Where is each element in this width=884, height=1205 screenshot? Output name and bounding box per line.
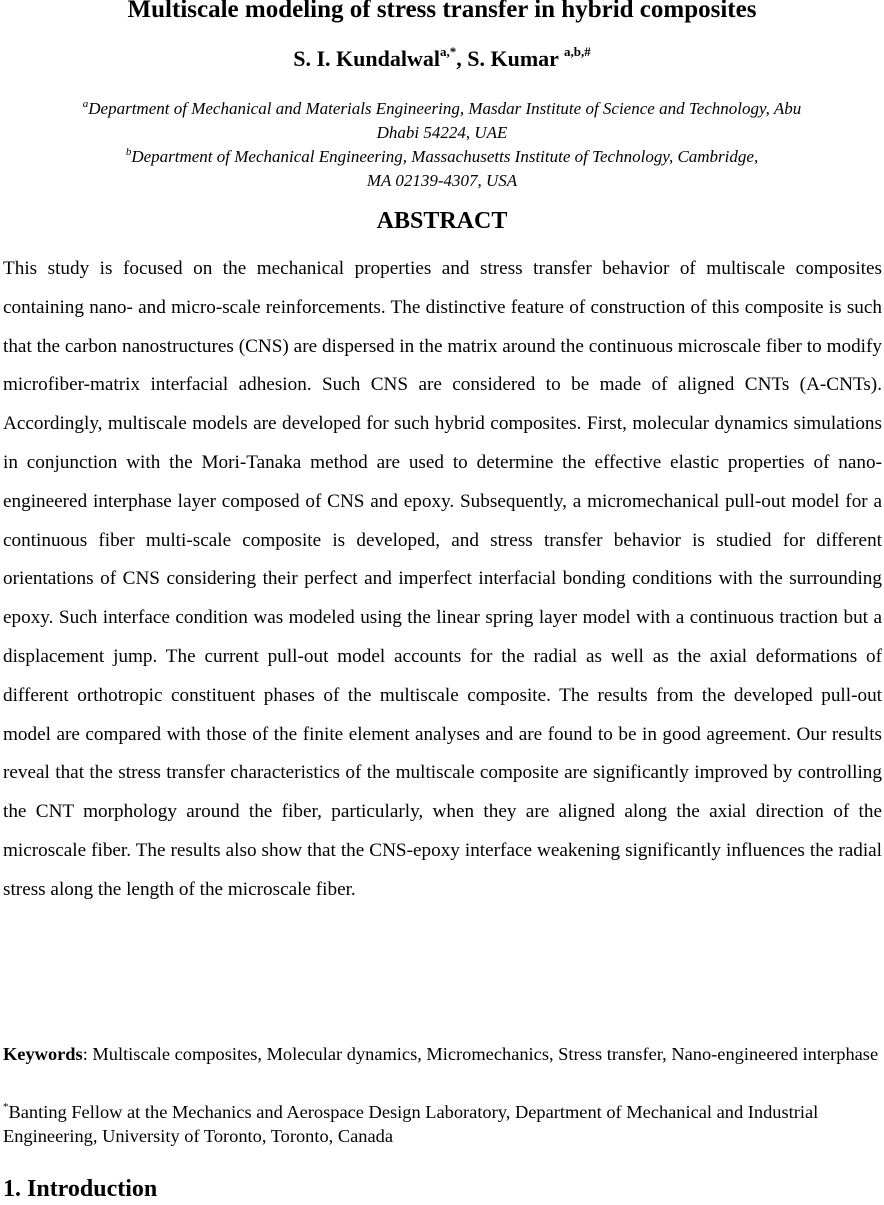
abstract-body: This study is focused on the mechanical properties and stress transfer behavior of multiscale composites containing nano- and micro-scale reinforcements. The distinctive feature of construction of this composite is such that the carbon nanostructures (CNS) are dispersed in the matrix around the continuous microscale fiber to modify microfiber-matrix interfacial adhesion. Such CNS are considered to be made of aligned CNTs (A-CNTs). Accordingly, multiscale models are developed for such hybrid composites. First, molecular dynamics simulations in conjunction with the Mori-Tanaka method are used to determine the effective elastic properties of nano-engineered interphase layer composed of CNS and epoxy. Subsequently, a micromechanical pull-out model for a continuous fiber multi-scale composite is developed, and stress transfer behavior is studied for different orientations of CNS considering their perfect and imperfect interfacial bonding conditions with the surrounding epoxy. Such interface condition was modeled using the linear spring layer model with a continuous traction but a displacement jump. The current pull-out model accounts for the radial as well as the axial deformations of different orthotropic constituent phases of the multiscale composite. The results from the developed pull-out model are compared with those of the finite element analyses and are found to be in good agreement. Our results reveal that the stress transfer characteristics of the multiscale composite are significantly improved by controlling the CNT morphology around the fiber, particularly, when they are aligned along the axial direction of the microscale fiber. The results also show that the CNS-epoxy interface weakening significantly influences the radial stress along the length of the microscale fiber. xyxy=(3,258,882,900)
affiliation-line xyxy=(0,97,884,121)
footnote xyxy=(3,1100,882,1148)
abstract-heading: ABSTRACT xyxy=(376,208,508,234)
section-heading xyxy=(3,1173,157,1205)
author-separator: , xyxy=(456,46,468,71)
author-name: S. I. Kundalwal xyxy=(293,46,440,71)
affiliation-line: MA 02139-4307, USA xyxy=(366,171,518,190)
author-name: S. Kumar xyxy=(467,46,559,71)
affiliation-text: Department of Mechanical and Materials Engineering, Masdar Institute of Science and Technology, Abu xyxy=(88,99,802,118)
author-affiliation-marks: a,* xyxy=(439,44,457,59)
keywords xyxy=(3,1042,882,1066)
affiliation-mark: b xyxy=(125,146,132,158)
footnote-mark: * xyxy=(3,1101,9,1113)
keywords-text: Multiscale composites, Molecular dynamics, Micromechanics, Stress transfer, Nano-engineered interphase xyxy=(92,1044,879,1064)
section-title: Introduction xyxy=(27,1176,158,1202)
keywords-label: Keywords xyxy=(3,1044,83,1064)
affiliation-b xyxy=(0,145,884,193)
author-affiliation-marks: a,b,# xyxy=(564,44,591,59)
affiliation-line xyxy=(0,145,884,169)
paper-title: Multiscale modeling of stress transfer in hybrid composites xyxy=(127,0,757,23)
affiliation-line: Dhabi 54224, UAE xyxy=(376,123,508,142)
affiliation-text: Department of Mechanical Engineering, Massachusetts Institute of Technology, Cambridge, xyxy=(131,147,759,166)
author-list xyxy=(0,44,884,74)
footnote-text: Banting Fellow at the Mechanics and Aerospace Design Laboratory, Department of Mechanical and Industrial Engineering, University of Toronto, Toronto, Canada xyxy=(3,1102,819,1146)
affiliation-mark: a xyxy=(82,98,89,110)
keywords-separator: : xyxy=(82,1044,93,1064)
section-number: 1. xyxy=(3,1176,21,1202)
affiliation-a xyxy=(0,97,884,145)
